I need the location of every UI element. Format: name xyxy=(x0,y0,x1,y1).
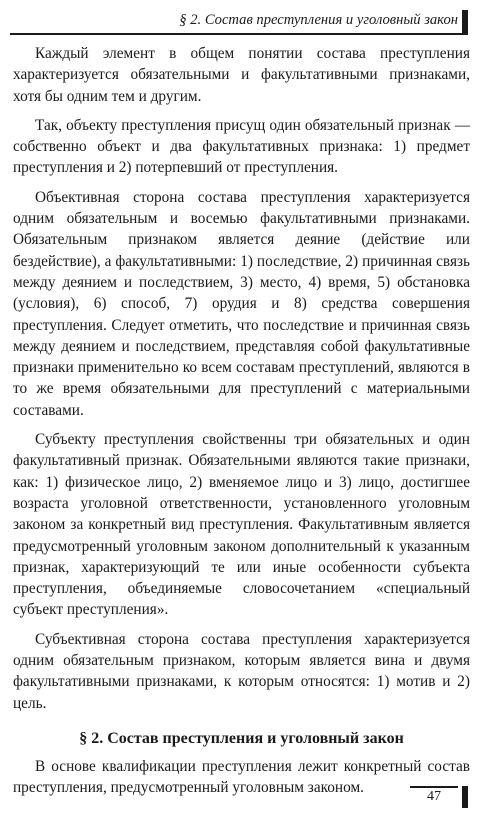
footer-edge-bar xyxy=(462,786,468,808)
paragraph-subject: Субъекту преступления свойственны три обязательных и один факультативный признак. Обязательными являются такие признаки, как: 1) физическое лицо, 2) вменяемое лицо и 3) лицо, достигшее возраста уголовной ответственности, установленного уголовным законом за конкретный вид преступления. Факультативным является предусмотренный уголовным законом дополнительный к указанным признак, характеризующий те или иные особенности субъекта преступления, объединяемые словосочетанием «специальный субъект преступления». xyxy=(13,431,470,619)
header-rule xyxy=(10,33,466,35)
paragraph-objective-side: Объективная сторона состава преступления характеризуется одним обязательным и восемью факультативными признаками. Обязательным признаком является деяние (действие или бездействие), а факультативными: 1) последствие, 2) причинная связь между деянием и последствием, 3) место, 4) время, 5) обстановка (условия), 6) способ, 7) орудия и 8) средства совершения преступления. Следует отметить, что последствие и причинная связь между деянием и последствием, представляя собой факультативные признаки применительно ко всем составам преступлений, являются в то же время обязательными для преступлений с материальными составами. xyxy=(13,188,470,419)
body-text xyxy=(13,43,470,807)
page-number: 47 xyxy=(427,789,441,804)
paragraph-subjective-side: Субъективная сторона состава преступления характеризуется одним обязательным признаком, которым является вина и двумя факультативными признаками, к которым относятся: 1) мотив и 2) цель. xyxy=(13,630,470,712)
header-edge-bar xyxy=(462,10,468,35)
section-heading: § 2. Состав преступления и уголовный закон xyxy=(79,729,404,747)
paragraph-object: Так, объекту преступления присущ один обязательный признак — собственно объект и два факультативных признака: 1) предмет преступления и 2) потерпевший от преступления. xyxy=(13,116,470,177)
paragraph-qualification: В основе квалификации преступления лежит конкретный состав преступления, предусмотренный уголовным законом. xyxy=(13,757,470,797)
running-head: § 2. Состав преступления и уголовный закон xyxy=(179,12,458,28)
paragraph-elements: Каждый элемент в общем понятии состава преступления характеризуется обязательными и факультативными признаками, хотя бы одним тем и другим. xyxy=(13,45,470,105)
